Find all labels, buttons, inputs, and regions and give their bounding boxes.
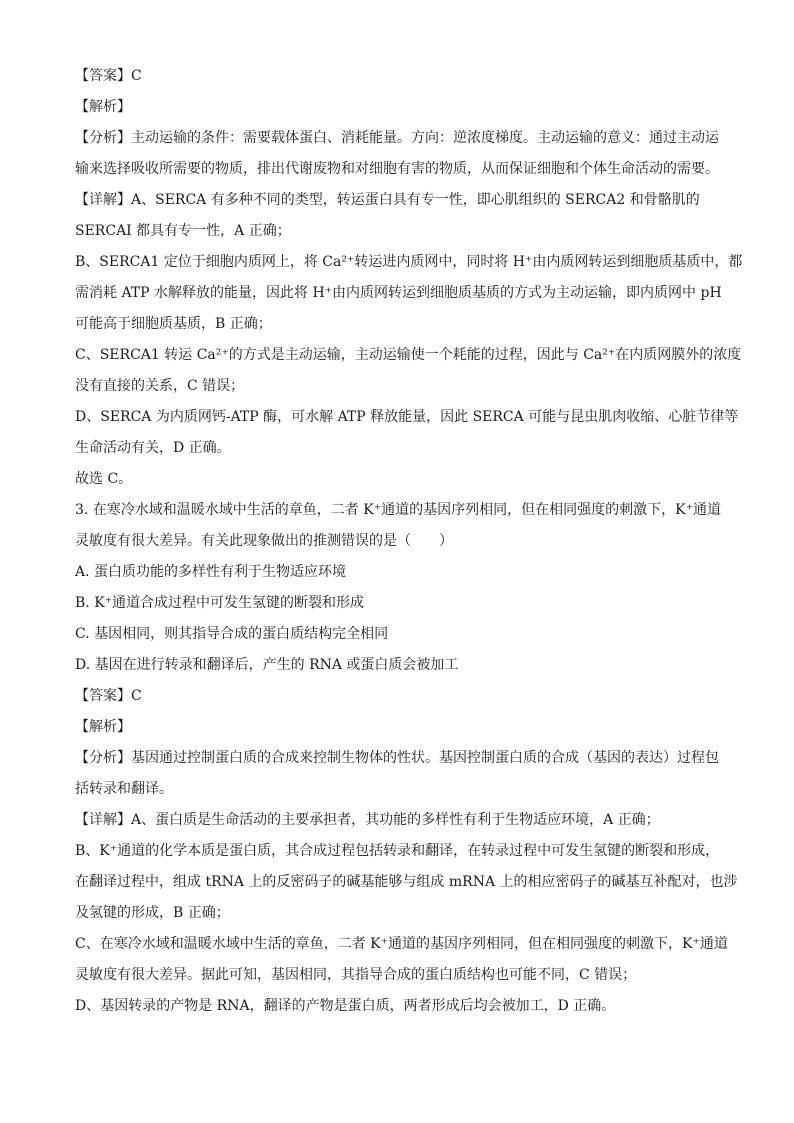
explanation-b-line: B、K⁺通道的化学本质是蛋白质，其合成过程包括转录和翻译，在转录过程中可发生氢键的断裂和形成， [75,843,720,859]
analysis-heading-1: 【解析】 [75,99,131,115]
answer-line-1 [75,66,142,86]
conclusion-line: 故选 C。 [75,471,133,487]
explanation-c-line: C、在寒冷水域和温暖水域中生活的章鱼，二者 K⁺通道的基因序列相同，但在相同强度的刺激下，K⁺通道 [75,936,728,952]
explanation-d-line: 生命活动有关，D 正确。 [75,440,231,456]
explanation-b-line: 在翻译过程中，组成 tRNA 上的反密码子的碱基能够与组成 mRNA 上的相应密码子的碱基互补配对，也涉 [75,874,738,890]
explanation-b-line: 及氢键的形成，B 正确； [75,905,230,921]
fenxi-line: 括转录和翻译。 [75,781,173,797]
fenxi-line: 输来选择吸收所需要的物质，排出代谢废物和对细胞有害的物质，从而保证细胞和个体生命活动的需要。 [75,161,719,177]
explanation-b-line: B、SERCA1 定位于细胞内质网上，将 Ca²⁺转运进内质网中，同时将 H⁺由内质网转运到细胞质基质中，都 [75,254,743,270]
explanation-c-line: C、SERCA1 转运 Ca²⁺的方式是主动运输，主动运输使一个耗能的过程，因此与 Ca²⁺在内质网膜外的浓度 [75,347,742,363]
answer-line-2 [75,686,142,706]
question-stem-line: 3. 在寒冷水域和温暖水域中生活的章鱼，二者 K⁺通道的基因序列相同，但在相同强度的刺激下，K⁺通道 [75,502,721,518]
explanation-b-line: 需消耗 ATP 水解释放的能量，因此将 H⁺由内质网转运到细胞质基质的方式为主动运输，即内质网中 pH [75,285,722,301]
option-c: C. 基因相同，则其指导合成的蛋白质结构完全相同 [75,626,389,642]
explanation-b-line: 可能高于细胞质基质，B 正确； [75,316,272,332]
fenxi-line: 【分析】主动运输的条件：需要载体蛋白、消耗能量。方向：逆浓度梯度。主动运输的意义：通过主动运 [75,130,719,146]
explanation-d-line: D、SERCA 为内质网钙-ATP 酶，可水解 ATP 释放能量，因此 SERCA 可能与昆虫肌肉收缩、心脏节律等 [75,409,739,425]
answer-label: 【答案】 [75,688,131,704]
xiangjie-line: 【详解】A、SERCA 有多种不同的类型，转运蛋白具有专一性，即心肌组织的 SERCA2 和骨骼肌的 [75,192,700,208]
answer-value: C [131,688,142,704]
analysis-heading-2: 【解析】 [75,719,131,735]
explanation-c-line: 没有直接的关系，C 错误； [75,378,245,394]
answer-label: 【答案】 [75,68,131,84]
xiangjie-line: 【详解】A、蛋白质是生命活动的主要承担者，其功能的多样性有利于生物适应环境，A 正确； [75,812,660,828]
option-a: A. 蛋白质功能的多样性有利于生物适应环境 [75,564,347,580]
option-d: D. 基因在进行转录和翻译后，产生的 RNA 或蛋白质会被加工 [75,657,459,673]
explanation-d-line: D、基因转录的产物是 RNA，翻译的产物是蛋白质，两者形成后均会被加工，D 正确。 [75,998,616,1014]
xiangjie-line: SERCAI 都具有专一性，A 正确； [75,223,291,239]
explanation-c-line: 灵敏度有很大差异。据此可知，基因相同，其指导合成的蛋白质结构也可能不同，C 错误； [75,967,637,983]
answer-value: C [131,68,142,84]
option-b: B. K⁺通道合成过程中可发生氢键的断裂和形成 [75,595,365,611]
question-stem-line: 灵敏度有很大差异。有关此现象做出的推测错误的是（ ） [75,533,453,549]
fenxi-line: 【分析】基因通过控制蛋白质的合成来控制生物体的性状。基因控制蛋白质的合成（基因的表达）过程包 [75,750,719,766]
